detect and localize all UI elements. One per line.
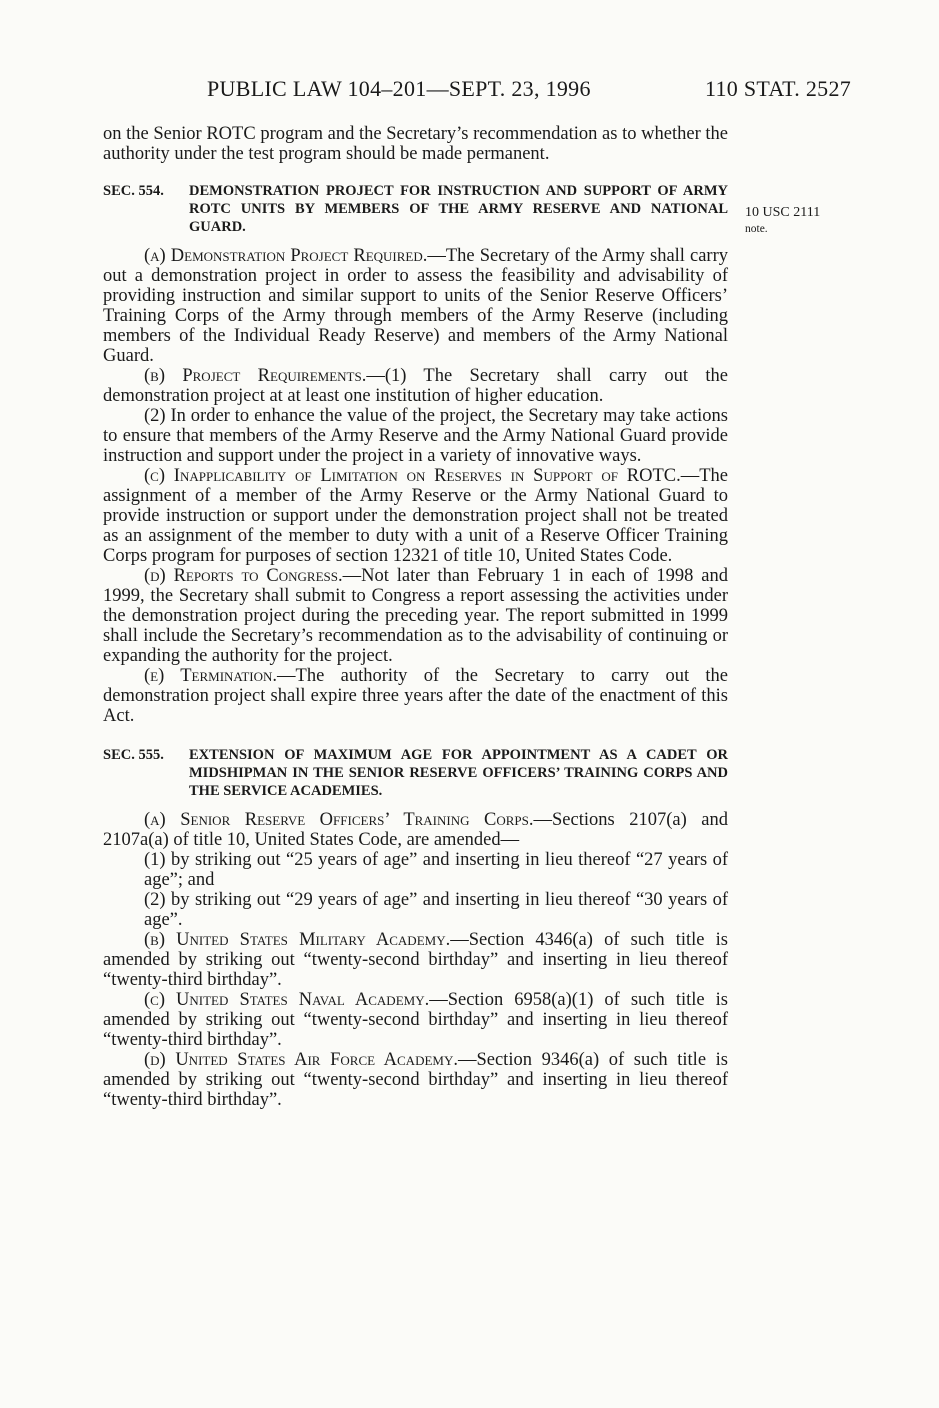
subsection-label: (c) United States Naval Academy. [144, 990, 430, 1010]
paragraph-a2-text: (2) by striking out “29 years of age” and inserting in lieu thereof “30 years of age”. [144, 890, 728, 930]
paragraph-a1-text: (1) by striking out “25 years of age” and inserting in lieu thereof “27 years of age”; and [144, 850, 728, 890]
subsection-b [103, 366, 728, 406]
subsection-label: (d) United States Air Force Academy. [144, 1050, 458, 1070]
subsection-text: —The assignment of a member of the Army Reserve or the Army National Guard to provide instruction or support under the demonstration project shall not be treated as an assignment of the member to duty with a unit of a Reserve Officer Training Corps program for purposes of section 12321 of title 10, United States Code. [103, 466, 728, 566]
subsection-a [103, 246, 728, 366]
margin-note-citation: 10 USC 2111 [745, 205, 821, 220]
subsection-text: —Section 6958(a)(1) of such title is amended by striking out “twenty-second birthday” and inserting in lieu thereof “twenty-third birthday”. [103, 990, 728, 1050]
section-554-heading [103, 182, 728, 236]
subsection-label: (b) United States Military Academy. [144, 930, 451, 950]
margin-note-sub: note. [745, 223, 768, 235]
document-body [103, 124, 728, 1110]
subsection-b [103, 930, 728, 990]
section-title: DEMONSTRATION PROJECT FOR INSTRUCTION AND SUPPORT OF ARMY ROTC UNITS BY MEMBERS OF THE ARMY RESERVE AND NATIONAL GUARD. [189, 183, 728, 235]
paragraph-a2 [62, 890, 728, 930]
subsection-label: (e) Termination. [144, 666, 278, 686]
statute-page-number: 110 STAT. 2527 [705, 76, 852, 101]
section-number: SEC. 554. [103, 183, 164, 199]
subsection-text: —Sections 2107(a) and 2107a(a) of title 10, United States Code, are amended— [103, 810, 728, 850]
subsection-c [103, 466, 728, 566]
subsection-label: (c) Inapplicability of Limitation on Reserves in Support of ROTC. [144, 466, 681, 486]
section-555-heading [103, 746, 728, 800]
subsection-e [103, 666, 728, 726]
subsection-text: —(1) The Secretary shall carry out the demonstration project at at least one institution of higher education. [103, 366, 728, 406]
intro-paragraph: on the Senior ROTC program and the Secretary’s recommendation as to whether the authority under the test program should be made permanent. [103, 124, 728, 164]
subsection-label: (a) Senior Reserve Officers’ Training Corps. [144, 810, 534, 830]
subsection-text: —Not later than February 1 in each of 1998 and 1999, the Secretary shall submit to Congress a report assessing the activities under the demonstration project during the preceding year. The report submitted in 1999 shall include the Secretary’s recommendation as to the advisability of continuing or expanding the authority for the project. [103, 566, 728, 666]
subsection-a [103, 810, 728, 850]
section-title: EXTENSION OF MAXIMUM AGE FOR APPOINTMENT AS A CADET OR MIDSHIPMAN IN THE SENIOR RESERVE OFFICERS’ TRAINING CORPS AND THE SERVICE ACADEMIES. [189, 747, 728, 799]
subsection-text: —The authority of the Secretary to carry out the demonstration project shall expire three years after the date of the enactment of this Act. [103, 666, 728, 726]
paragraph-a1 [62, 850, 728, 890]
margin-note [745, 204, 820, 238]
subsection-label: (d) Reports to Congress. [144, 566, 343, 586]
subsection-d [103, 1050, 728, 1110]
subsection-label: (b) Project Requirements. [144, 366, 367, 386]
subsection-text: —Section 4346(a) of such title is amended by striking out “twenty-second birthday” and inserting in lieu thereof “twenty-third birthday”. [103, 930, 728, 990]
running-title: PUBLIC LAW 104–201—SEPT. 23, 1996 [207, 76, 591, 101]
section-number: SEC. 555. [103, 747, 164, 763]
subsection-d [103, 566, 728, 666]
subsection-c [103, 990, 728, 1050]
subsection-text: —Section 9346(a) of such title is amended by striking out “twenty-second birthday” and inserting in lieu thereof “twenty-third birthday”. [103, 1050, 728, 1110]
page-header [0, 76, 939, 106]
paragraph-b2: (2) In order to enhance the value of the project, the Secretary may take actions to ensure that members of the Army Reserve and the Army National Guard provide instruction and support under the project in a variety of innovative ways. [103, 406, 728, 466]
subsection-text: —The Secretary of the Army shall carry out a demonstration project in order to assess the feasibility and advisability of providing instruction and similar support to units of the Senior Reserve Officers’ Training Corps of the Army through members of the Army Reserve (including members of the Individual Ready Reserve) and members of the Army National Guard. [103, 246, 728, 366]
subsection-label: (a) Demonstration Project Required. [144, 246, 428, 266]
